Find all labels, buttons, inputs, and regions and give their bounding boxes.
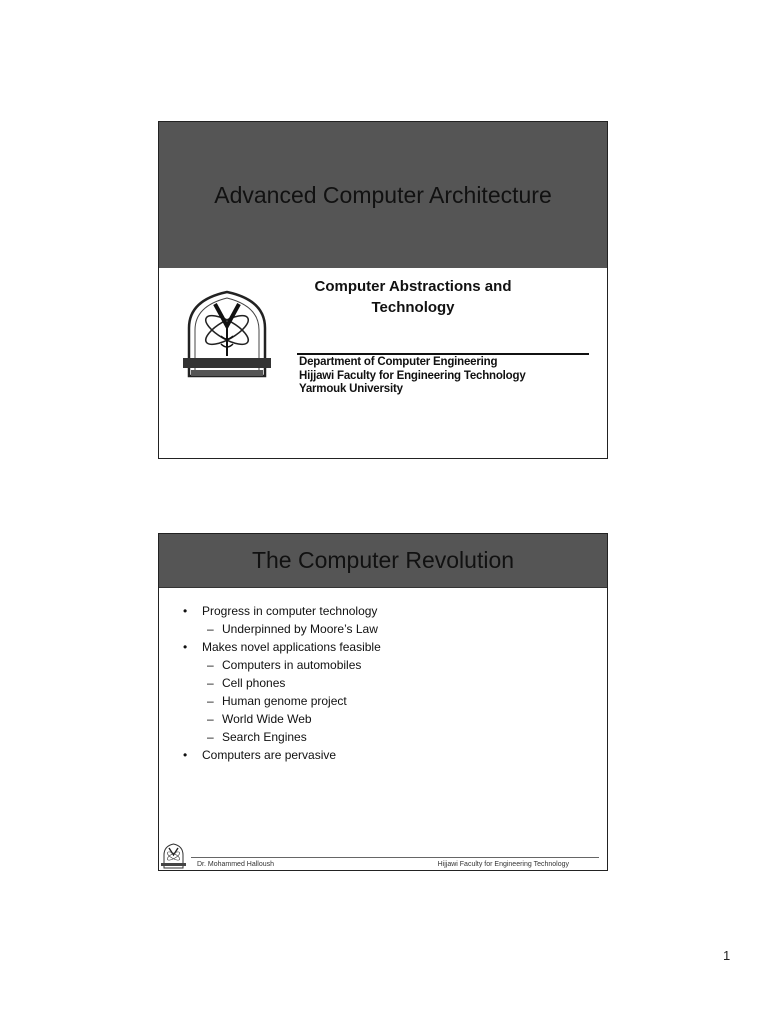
sub-bullet-item bbox=[183, 692, 381, 710]
slide-1-title-band bbox=[159, 122, 607, 268]
university-seal-icon bbox=[181, 286, 273, 386]
slide-2-footer bbox=[159, 846, 607, 870]
bullet-item bbox=[183, 638, 381, 656]
bullet-text: Underpinned by Moore’s Law bbox=[222, 622, 378, 636]
bullet-marker: • bbox=[183, 640, 188, 654]
university-seal-small-icon bbox=[160, 843, 187, 870]
bullet-marker: – bbox=[207, 658, 214, 672]
bullet-text: Computers in automobiles bbox=[222, 658, 362, 672]
slide-1-subtitle bbox=[293, 276, 533, 318]
bullet-text: Cell phones bbox=[222, 676, 286, 690]
bullet-marker: • bbox=[183, 604, 188, 618]
bullet-text: Makes novel applications feasible bbox=[202, 640, 381, 654]
bullet-marker: • bbox=[183, 748, 188, 762]
bullet-text: Human genome project bbox=[222, 694, 347, 708]
bullet-text: World Wide Web bbox=[222, 712, 312, 726]
department-block bbox=[299, 356, 526, 397]
footer-divider bbox=[191, 857, 599, 858]
footer-author: Dr. Mohammed Halloush bbox=[197, 861, 275, 868]
bullet-marker: – bbox=[207, 694, 214, 708]
bullet-marker: – bbox=[207, 712, 214, 726]
slide-2-title-band bbox=[159, 534, 607, 588]
sub-bullet-item bbox=[183, 620, 381, 638]
bullet-item bbox=[183, 602, 381, 620]
slide-1 bbox=[158, 121, 608, 459]
sub-bullet-item bbox=[183, 656, 381, 674]
bullet-marker: – bbox=[207, 622, 214, 636]
sub-bullet-item bbox=[183, 674, 381, 692]
slide-2 bbox=[158, 533, 608, 871]
department-line: Department of Computer Engineering bbox=[299, 356, 498, 368]
bullet-marker: – bbox=[207, 730, 214, 744]
bullet-list bbox=[183, 602, 381, 764]
footer-faculty: Hijjawi Faculty for Engineering Technology bbox=[437, 861, 569, 868]
slide-2-title: The Computer Revolution bbox=[251, 547, 515, 573]
subtitle-line-1: Computer Abstractions and bbox=[314, 278, 512, 295]
bullet-marker: – bbox=[207, 676, 214, 690]
department-divider bbox=[297, 353, 589, 355]
sub-bullet-item bbox=[183, 710, 381, 728]
slide-1-title: Advanced Computer Architecture bbox=[214, 181, 552, 208]
bullet-item bbox=[183, 746, 381, 764]
university-line: Yarmouk University bbox=[299, 383, 403, 395]
bullet-text: Computers are pervasive bbox=[202, 748, 337, 762]
subtitle-line-2: Technology bbox=[371, 299, 455, 316]
sub-bullet-item bbox=[183, 728, 381, 746]
bullet-text: Progress in computer technology bbox=[202, 604, 378, 618]
bullet-text: Search Engines bbox=[222, 730, 307, 744]
faculty-line: Hijjawi Faculty for Engineering Technology bbox=[299, 369, 526, 382]
page-number: 1 bbox=[723, 948, 731, 963]
